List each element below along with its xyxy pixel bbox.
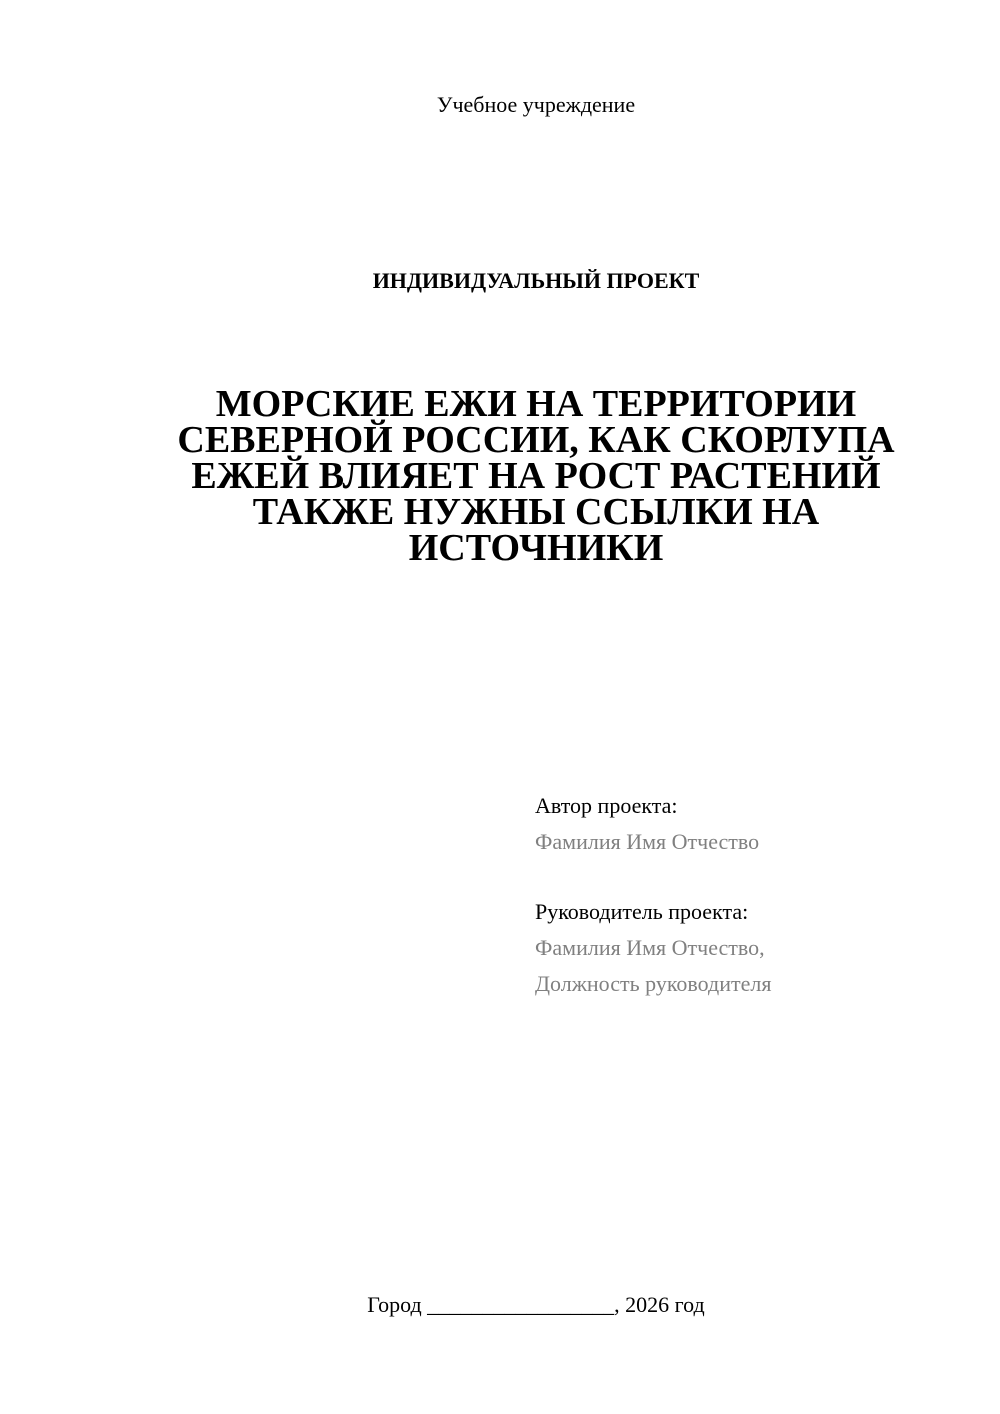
author-name: Фамилия Имя Отчество [535, 829, 760, 854]
project-title-line: ТАКЖЕ НУЖНЫ ССЫЛКИ НА [252, 491, 820, 533]
credits-spacer [535, 860, 975, 894]
project-title-line: ЕЖЕЙ ВЛИЯЕТ НА РОСТ РАСТЕНИЙ [191, 455, 881, 497]
project-title-line: МОРСКИЕ ЕЖИ НА ТЕРРИТОРИИ [215, 383, 857, 425]
project-title [150, 383, 922, 569]
city-year-line: Город _________________, 2026 год [367, 1292, 705, 1317]
project-title-line: ИСТОЧНИКИ [408, 527, 664, 569]
project-title-line: СЕВЕРНОЙ РОССИИ, КАК СКОРЛУПА [177, 419, 895, 461]
supervisor-label: Руководитель проекта: [535, 899, 749, 924]
credits-block [535, 788, 975, 1002]
author-label: Автор проекта: [535, 793, 678, 818]
supervisor-position: Должность руководителя [535, 971, 772, 996]
supervisor-name: Фамилия Имя Отчество, [535, 935, 765, 960]
institution-name: Учебное учреждение [436, 92, 636, 117]
document-type: ИНДИВИДУАЛЬНЫЙ ПРОЕКТ [372, 268, 700, 293]
